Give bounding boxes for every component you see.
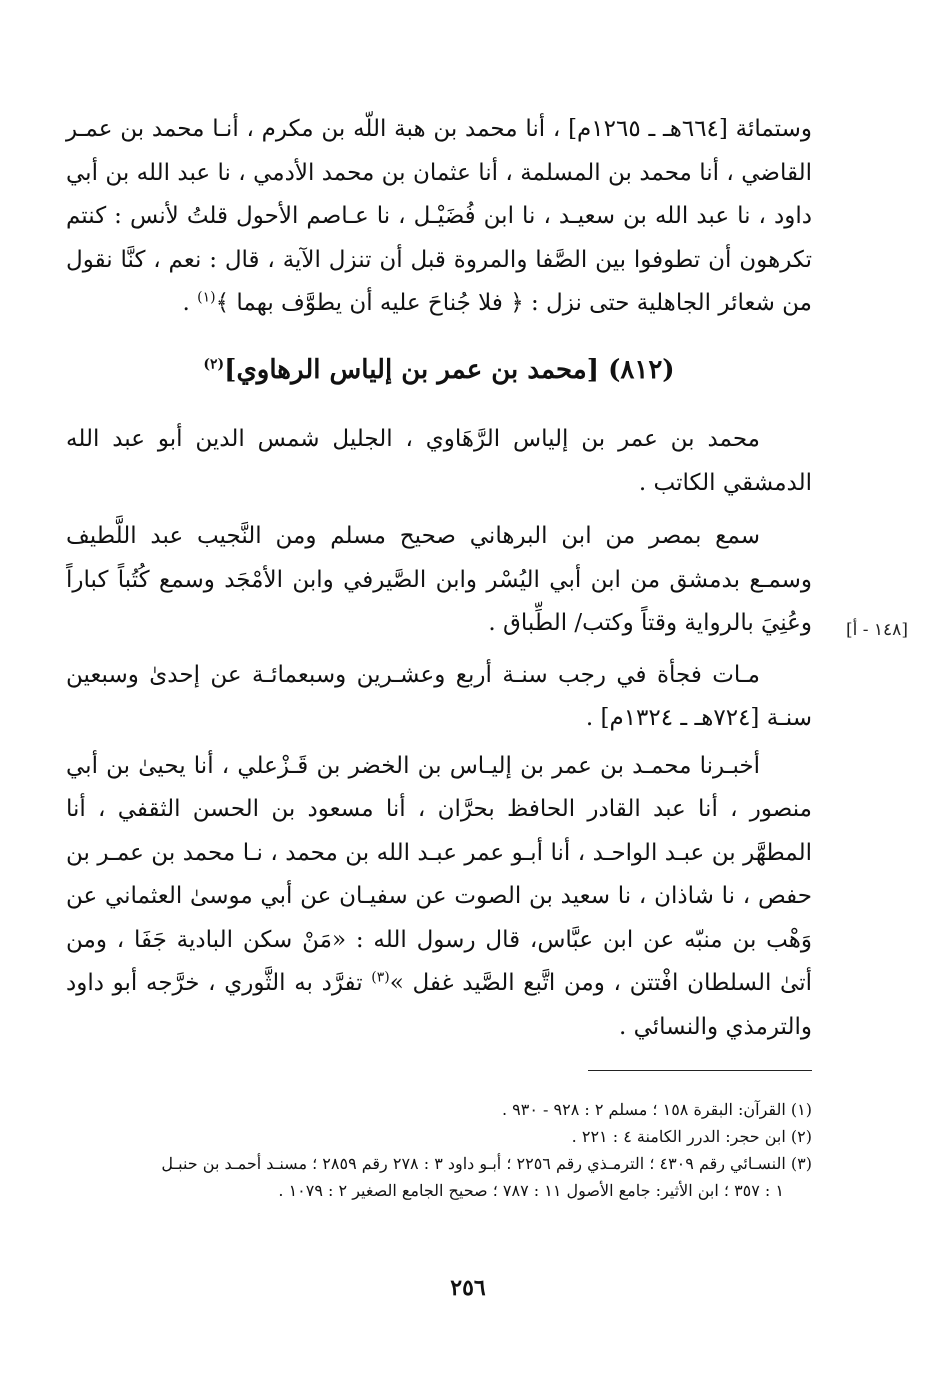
page-number: ٢٥٦ [450,1275,486,1301]
footnote-ref-3[interactable]: (٣) [371,969,390,986]
text-block-intro [66,108,812,326]
footnote-3: (٣) النسـائي رقم ٤٣٠٩ ؛ الترمـذي رقم ٢٢٥٦ ؛ أبـو داود ٣ : ٢٧٨ رقم ٢٨٥٩ ؛ مسنـد أحمـد بن حنبـل [161,1154,812,1173]
footnote-3-continued: ١ : ٣٥٧ ؛ ابن الأثير: جامع الأصول ١١ : ٧٨٧ ؛ صحيح الجامع الصغير ٢ : ١٠٧٩ . [278,1181,784,1200]
footnote-1: (١) القرآن: البقرة ١٥٨ ؛ مسلم ٢ : ٩٢٨ - ٩٣٠ . [501,1100,812,1119]
paragraph-name: محمد بن عمر بن إلياس الرَّهَاوي ، الجليل شمس الدين أبو عبد الله الدمشقي الكاتب . [66,426,812,496]
paragraph-hadith-chain [66,745,812,1050]
paragraph-text: أخبـرنا محمـد بن عمر بن إليـاس بن الخضر بن قَـزْعلي ، أنا يحيىٰ بن أبي منصور ، أنا عبد القادر الحافظ بحرَّان ، أنا مسعود بن الحسن الثقفي ، أنا المطهَّر بن عبـد الواحـد ، أنا أبـو عمر عبـد الله بن محمد ، نـا محمد بن عمـر بن حفص ، نا شاذان ، نا سعيد بن الصوت عن سفيـان عن أبي موسىٰ العثماني عن وَهْب بن منبّه عن ابن عبَّاس، قال رسول الله : «مَنْ سكن البادية جَفَا ، ومن أتىٰ السلطان افْتتن ، ومن اتَّبع الصَّيد غفل » [66,752,813,996]
paragraph-death: مـات فجأة في رجب سنـة أربع وعشـرين وسبعمائـة عن إحدىٰ وسبعين سنـة [٧٢٤هـ ـ ١٣٢٤م] . [66,661,812,731]
paragraph-end: . [182,290,198,316]
footnote-ref-1[interactable]: (١) [197,289,216,306]
manuscript-folio-note: [١٤٨ - أ] [846,620,908,640]
footnotes [66,1096,812,1204]
footnote-separator [588,1070,812,1071]
footnote-ref-2[interactable]: (٢) [203,356,225,373]
entry-heading [66,350,812,390]
paragraph-studies: سمع بمصر من ابن البرهاني صحيح مسلم ومن النَّجيب عبد اللَّطيف وسمـع بدمشق من ابن أبي اليُسْر وابن الصَّيرفي وابن الأمْجَد وسمع كُتُباً كباراً وعُنِيَ بالرواية وقتاً وكتب/ الطِّباق . [66,523,812,636]
footnote-2: (٢) ابن حجر: الدرر الكامنة ٤ : ٢٢١ . [571,1127,812,1146]
entry-heading-text: (٨١٢) [محمد بن عمر بن إلياس الرهاوي] [224,355,675,385]
paragraph-end: تفرَّد به الثَّوري ، خرَّجه أبو داود والترمذي والنسائي . [66,970,812,1040]
text-block-entry [66,418,812,1049]
paragraph-text: وستمائة [٦٦٤هـ ـ ١٢٦٥م] ، أنا محمد بن هبة اللّه بن مكرم ، أنـا محمد بن عمـر القاضي ، أنا محمد بن المسلمة ، أنا عثمان بن محمد الأدمي ، نا عبد الله بن أبي داود ، نا عبد الله بن سعيـد ، نا ابن فُضَيْـل ، نا عـاصم الأحول قلتُ لأنس : كنتم تكرهون أن تطوفوا بين الصَّفا والمروة قبل أن تنزل الآية ، قال : نعم ، كنَّا نقول من شعائر الجاهلية حتى نزل : ﴿ فلا جُناحَ عليه أن يطوَّف بهما ﴾ [66,116,812,316]
paragraph-chain-continuation [66,108,812,326]
